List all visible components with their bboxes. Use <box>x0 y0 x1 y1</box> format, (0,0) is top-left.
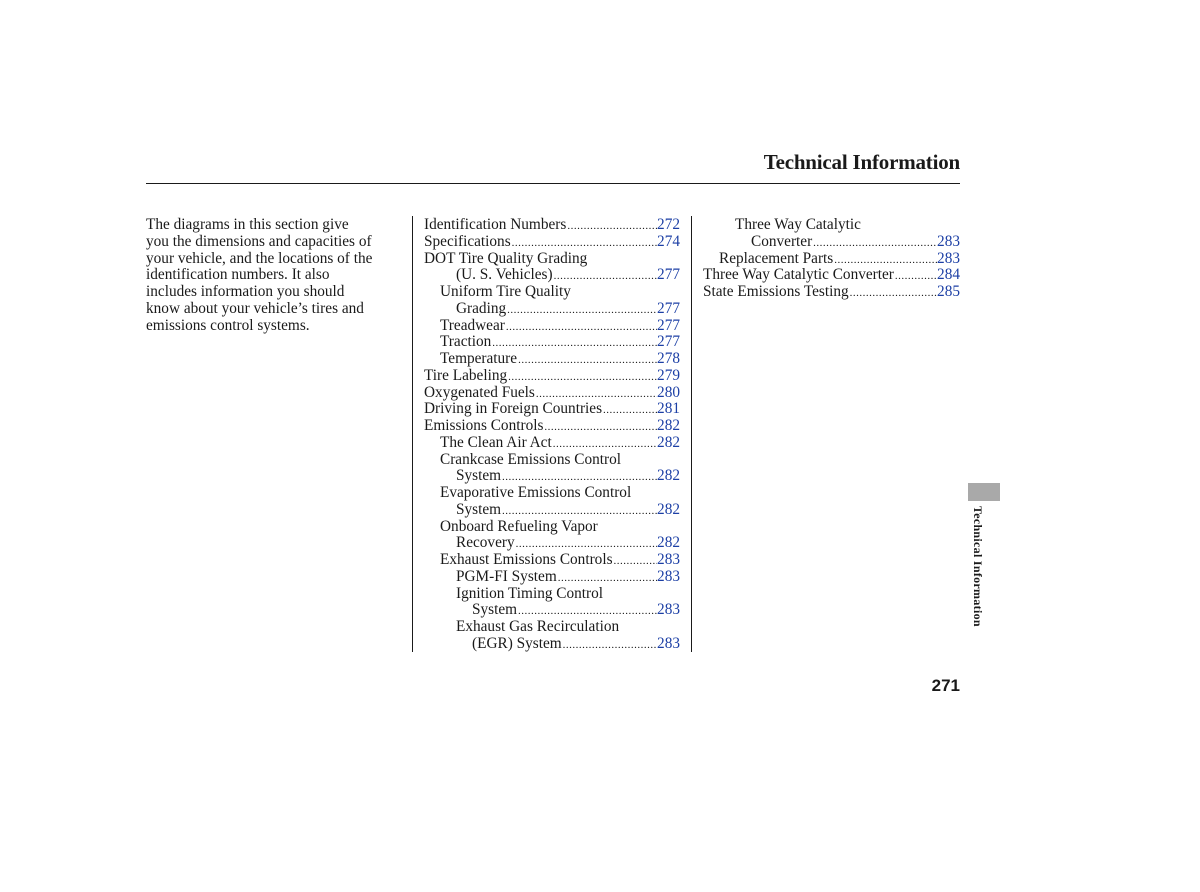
toc-entry[interactable] <box>424 552 680 569</box>
intro-line: you the dimensions and capacities of <box>146 232 372 250</box>
toc-entry[interactable] <box>424 502 680 519</box>
toc-entry-label: Uniform Tire Quality <box>440 283 571 300</box>
toc-entry-label: PGM-FI System <box>456 567 557 585</box>
toc-dot-leader <box>849 285 937 302</box>
toc-entry[interactable] <box>424 468 680 485</box>
toc-entry-label: System <box>456 500 502 518</box>
toc-entry-label: Tire Labeling <box>424 366 508 384</box>
toc-dot-leader <box>506 302 657 319</box>
toc-entry[interactable] <box>424 217 680 234</box>
toc-entry-label: DOT Tire Quality Grading <box>424 249 588 267</box>
toc-entry-label: Converter <box>751 232 813 250</box>
toc-page-link[interactable]: 282 <box>657 433 680 451</box>
toc-entry-label: Treadwear <box>440 316 505 334</box>
toc-entry-label: Ignition Timing Control <box>456 584 604 602</box>
toc-page-link[interactable]: 277 <box>657 266 680 284</box>
toc-entry-label: Exhaust Emissions Controls <box>440 551 613 568</box>
toc-entry-label: (EGR) System <box>472 634 562 652</box>
toc-entry-label: Replacement Parts <box>719 249 834 267</box>
column-divider-right <box>691 216 692 652</box>
toc-column-2 <box>703 217 960 301</box>
toc-page-link[interactable]: 274 <box>657 232 680 250</box>
toc-dot-leader <box>613 553 658 570</box>
toc-entry[interactable] <box>703 284 960 301</box>
toc-entry <box>424 284 680 301</box>
toc-entry-label: Three Way Catalytic <box>735 216 861 233</box>
toc-entry-label: Exhaust Gas Recirculation <box>456 618 620 635</box>
toc-page-link[interactable]: 283 <box>657 551 680 568</box>
toc-page-link[interactable]: 283 <box>657 634 680 652</box>
toc-page-link[interactable]: 278 <box>657 350 680 367</box>
toc-dot-leader <box>517 352 657 369</box>
toc-entry[interactable] <box>424 636 680 653</box>
toc-entry[interactable] <box>424 569 680 586</box>
toc-dot-leader <box>566 218 657 235</box>
toc-entry[interactable] <box>424 401 680 418</box>
toc-entry[interactable] <box>424 351 680 368</box>
toc-entry <box>424 586 680 603</box>
toc-page-link[interactable]: 282 <box>657 417 680 434</box>
toc-entry[interactable] <box>424 535 680 552</box>
toc-page-link[interactable]: 282 <box>657 467 680 485</box>
toc-entry-label: Three Way Catalytic Converter <box>703 266 894 284</box>
toc-page-link[interactable]: 272 <box>657 216 680 233</box>
toc-entry-label: Identification Numbers <box>424 216 567 233</box>
toc-dot-leader <box>507 369 657 386</box>
toc-entry-label: System <box>472 601 518 619</box>
toc-page-link[interactable]: 281 <box>657 400 680 418</box>
toc-dot-leader <box>602 402 657 419</box>
toc-entry-label: The Clean Air Act <box>440 433 552 451</box>
toc-entry <box>424 251 680 268</box>
toc-entry[interactable] <box>703 267 960 284</box>
toc-entry-label: Grading <box>456 299 507 317</box>
toc-entry-label: Driving in Foreign Countries <box>424 400 603 418</box>
toc-entry[interactable] <box>424 267 680 284</box>
toc-page-link[interactable]: 277 <box>657 299 680 317</box>
toc-page-link[interactable]: 277 <box>657 333 680 351</box>
toc-dot-leader <box>505 319 657 336</box>
toc-dot-leader <box>543 419 657 436</box>
toc-page-link[interactable]: 283 <box>657 601 680 619</box>
toc-page-link[interactable]: 277 <box>657 316 680 334</box>
toc-entry[interactable] <box>424 418 680 435</box>
page-title: Technical Information <box>763 150 960 174</box>
toc-entry-label: Specifications <box>424 232 511 250</box>
toc-entry-label: System <box>456 467 502 485</box>
toc-page-link[interactable]: 280 <box>657 383 680 401</box>
toc-dot-leader <box>562 637 657 654</box>
column-divider-left <box>412 216 413 652</box>
toc-entry[interactable] <box>424 234 680 251</box>
toc-page-link[interactable]: 282 <box>657 500 680 518</box>
intro-line: know about your vehicle’s tires and <box>146 299 364 317</box>
toc-entry <box>703 217 960 234</box>
toc-page-link[interactable]: 279 <box>657 366 680 384</box>
toc-entry <box>424 619 680 636</box>
toc-entry-label: Temperature <box>440 350 518 367</box>
side-section-label <box>967 506 989 646</box>
page-number: 271 <box>931 676 960 695</box>
toc-entry[interactable] <box>703 234 960 251</box>
toc-page-link[interactable]: 283 <box>937 249 960 267</box>
toc-entry-label: Traction <box>440 333 492 351</box>
toc-entry[interactable] <box>424 435 680 452</box>
toc-entry <box>424 485 680 502</box>
side-section-text: Technical Information <box>971 506 985 627</box>
toc-entry-label: Emissions Controls <box>424 417 544 434</box>
toc-entry[interactable] <box>424 385 680 402</box>
intro-paragraph <box>146 217 404 334</box>
toc-entry-label: Evaporative Emissions Control <box>440 484 632 501</box>
toc-dot-leader <box>812 235 937 252</box>
toc-page-link[interactable]: 284 <box>937 266 960 284</box>
header-rule <box>146 183 960 184</box>
toc-entry-label: Onboard Refueling Vapor <box>440 517 598 535</box>
toc-page-link[interactable]: 283 <box>657 567 680 585</box>
intro-line: includes information you should <box>146 283 345 300</box>
toc-page-link[interactable]: 282 <box>657 534 680 552</box>
toc-entry-label: Crankcase Emissions Control <box>440 450 621 468</box>
toc-page-link[interactable]: 285 <box>937 283 960 300</box>
toc-entry-label: (U. S. Vehicles) <box>456 266 553 284</box>
toc-dot-leader <box>894 268 937 285</box>
toc-entry[interactable] <box>424 602 680 619</box>
toc-entry[interactable] <box>424 334 680 351</box>
toc-entry-label: State Emissions Testing <box>703 283 849 300</box>
toc-entry[interactable] <box>424 301 680 318</box>
section-tab[interactable] <box>968 483 1000 501</box>
intro-line: The diagrams in this section give <box>146 216 349 233</box>
intro-line: identification numbers. It also <box>146 266 330 284</box>
toc-entry-label: Oxygenated Fuels <box>424 383 535 401</box>
toc-entry <box>424 519 680 536</box>
toc-page-link[interactable]: 283 <box>937 232 960 250</box>
toc-entry[interactable] <box>703 251 960 268</box>
toc-entry[interactable] <box>424 318 680 335</box>
intro-line: your vehicle, and the locations of the <box>146 249 373 267</box>
toc-entry[interactable] <box>424 368 680 385</box>
toc-entry <box>424 452 680 469</box>
toc-column-1 <box>424 217 680 653</box>
intro-line: emissions control systems. <box>146 316 310 334</box>
toc-entry-label: Recovery <box>456 534 515 552</box>
